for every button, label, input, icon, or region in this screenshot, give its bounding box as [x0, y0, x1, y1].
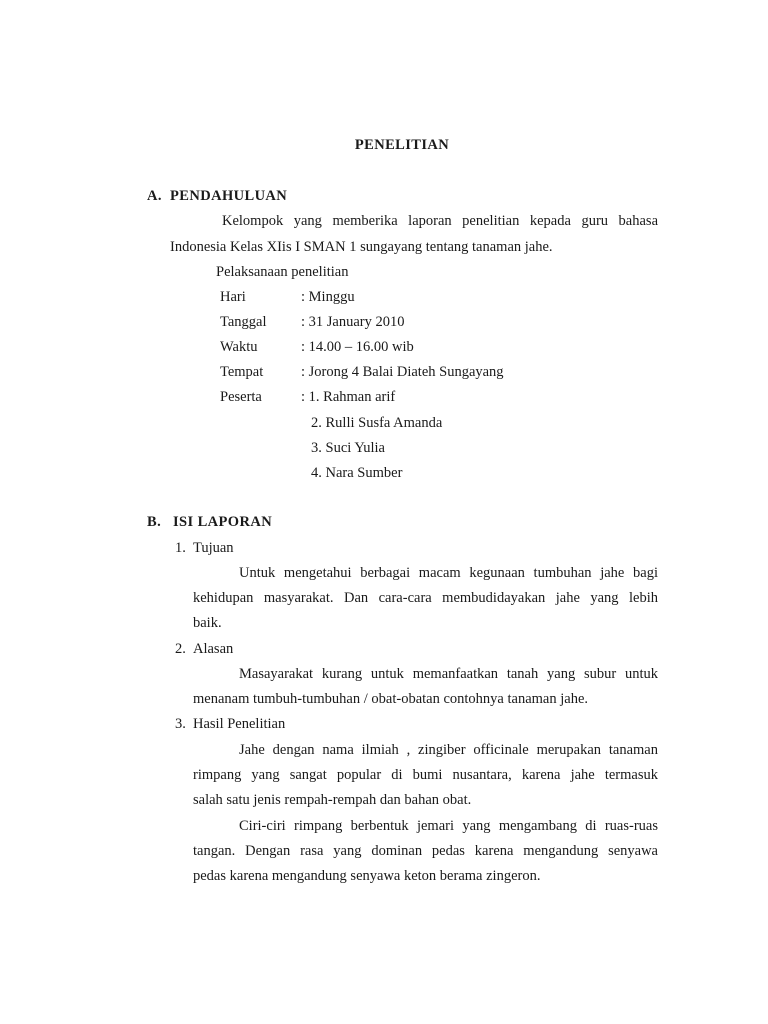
- tujuan-line-1: Untuk mengetahui berbagai macam kegunaan tumbuhan jahe bagi: [239, 565, 658, 581]
- item-title-alasan: Alasan: [193, 641, 234, 657]
- page-title: PENELITIAN: [354, 137, 450, 153]
- detail-value: : Minggu: [301, 289, 355, 305]
- participant-item: 3. Suci Yulia: [311, 440, 385, 456]
- detail-label: Hari: [220, 289, 246, 305]
- section-a-marker: A.: [147, 188, 162, 204]
- intro-line-2: Indonesia Kelas XIis I SMAN 1 sungayang tentang tanaman jahe.: [170, 239, 553, 255]
- item-number: 1.: [175, 540, 186, 556]
- detail-value: : 31 January 2010: [301, 314, 405, 330]
- section-a-heading: PENDAHULUAN: [170, 188, 288, 204]
- hasil-line-2: rimpang yang sangat popular di bumi nusantara, karena jahe termasuk: [193, 767, 658, 783]
- hasil-line-3: salah satu jenis rempah-rempah dan bahan obat.: [193, 792, 472, 808]
- ciri-line-2: tangan. Dengan rasa yang dominan pedas karena mengandung senyawa: [193, 843, 658, 859]
- item-number: 3.: [175, 716, 186, 732]
- item-title-hasil-penelitian: Hasil Penelitian: [193, 716, 286, 732]
- tujuan-line-2: kehidupan masyarakat. Dan cara-cara membudidayakan jahe yang lebih: [193, 590, 658, 606]
- hasil-line-1: Jahe dengan nama ilmiah , zingiber officinale merupakan tanaman: [239, 742, 658, 758]
- detail-label: Peserta: [220, 389, 262, 405]
- tujuan-line-3: baik.: [193, 615, 222, 631]
- detail-value: : 14.00 – 16.00 wib: [301, 339, 414, 355]
- detail-value: : 1. Rahman arif: [301, 389, 396, 405]
- detail-value: : Jorong 4 Balai Diateh Sungayang: [301, 364, 504, 380]
- alasan-line-2: menanam tumbuh-tumbuhan / obat-obatan contohnya tanaman jahe.: [193, 691, 589, 707]
- detail-label: Waktu: [220, 339, 258, 355]
- intro-line-1: Kelompok yang memberika laporan penelitian kepada guru bahasa: [222, 213, 658, 229]
- detail-label: Tanggal: [220, 314, 267, 330]
- section-b-heading: ISI LAPORAN: [173, 514, 273, 530]
- participant-item: 4. Nara Sumber: [311, 465, 403, 481]
- section-b-marker: B.: [147, 514, 162, 530]
- pelaksanaan-label: Pelaksanaan penelitian: [216, 264, 349, 280]
- item-number: 2.: [175, 641, 186, 657]
- participant-item: 2. Rulli Susfa Amanda: [311, 415, 443, 431]
- ciri-line-1: Ciri-ciri rimpang berbentuk jemari yang mengambang di ruas-ruas: [239, 818, 658, 834]
- detail-label: Tempat: [220, 364, 264, 380]
- alasan-line-1: Masayarakat kurang untuk memanfaatkan tanah yang subur untuk: [239, 666, 658, 682]
- item-title-tujuan: Tujuan: [193, 540, 234, 556]
- ciri-line-3: pedas karena mengandung senyawa keton berama zingeron.: [193, 868, 541, 884]
